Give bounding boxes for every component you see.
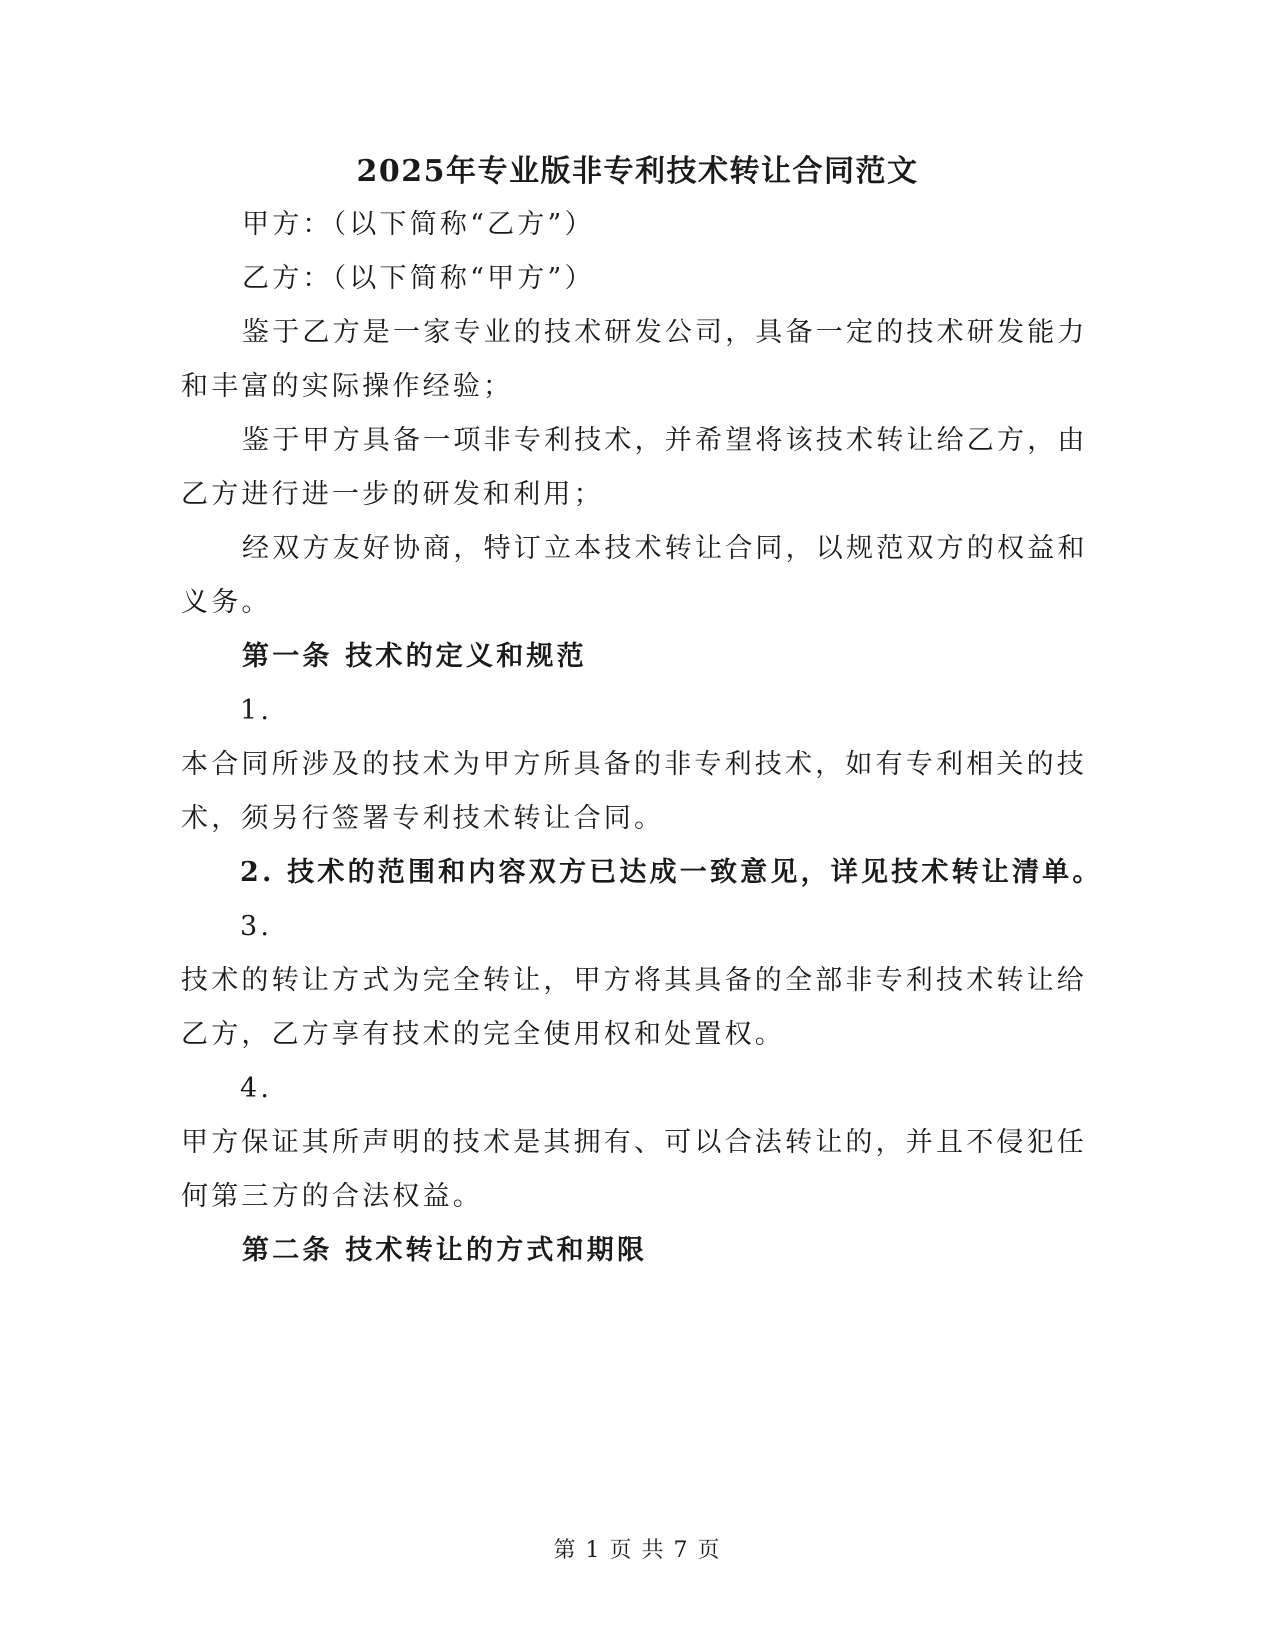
footer-total-unit: 页 [697, 1538, 722, 1563]
recital-1-line-2: 和丰富的实际操作经验； [181, 371, 514, 402]
item-1-line-2: 术，须另行签署专利技术转让合同。 [181, 803, 665, 834]
footer-page-number: 1 [585, 1538, 602, 1563]
page-footer [0, 1533, 1275, 1564]
item-3-line-1: 技术的转让方式为完全转让，甲方将其具备的全部非专利技术转让给 [181, 965, 1087, 996]
item-3-line-2: 乙方，乙方享有技术的完全使用权和处置权。 [181, 1019, 785, 1050]
footer-total-label: 共 [641, 1538, 666, 1563]
party-a-line: 甲方：（以下简称“乙方”） [242, 209, 595, 240]
recital-3-line-1: 经双方友好协商，特订立本技术转让合同，以规范双方的权益和 [242, 533, 1088, 564]
recital-3-line-2: 义务。 [181, 587, 272, 618]
footer-total-pages: 7 [673, 1538, 690, 1563]
item-3-number: 3. [240, 911, 273, 942]
article-2-heading: 第二条 技术转让的方式和期限 [242, 1235, 648, 1266]
article-1-heading: 第一条 技术的定义和规范 [242, 641, 587, 672]
party-b-line: 乙方：（以下简称“甲方”） [242, 263, 595, 294]
item-1-line-1: 本合同所涉及的技术为甲方所具备的非专利技术，如有专利相关的技 [181, 749, 1087, 780]
recital-2-line-1: 鉴于甲方具备一项非专利技术，并希望将该技术转让给乙方，由 [242, 425, 1088, 456]
item-4-line-2: 何第三方的合法权益。 [181, 1181, 483, 1212]
footer-page-unit: 页 [609, 1538, 634, 1563]
item-2-line: 2. 技术的范围和内容双方已达成一致意见，详见技术转让清单。 [240, 857, 1103, 888]
recital-2-line-2: 乙方进行进一步的研发和利用； [181, 479, 604, 510]
item-1-number: 1. [240, 695, 273, 726]
item-4-line-1: 甲方保证其所声明的技术是其拥有、可以合法转让的，并且不侵犯任 [181, 1127, 1087, 1158]
recital-1-line-1: 鉴于乙方是一家专业的技术研发公司，具备一定的技术研发能力 [242, 317, 1088, 348]
footer-page-label: 第 [553, 1538, 578, 1563]
item-4-number: 4. [240, 1073, 273, 1104]
document-title: 2025年专业版非专利技术转让合同范文 [356, 154, 919, 189]
